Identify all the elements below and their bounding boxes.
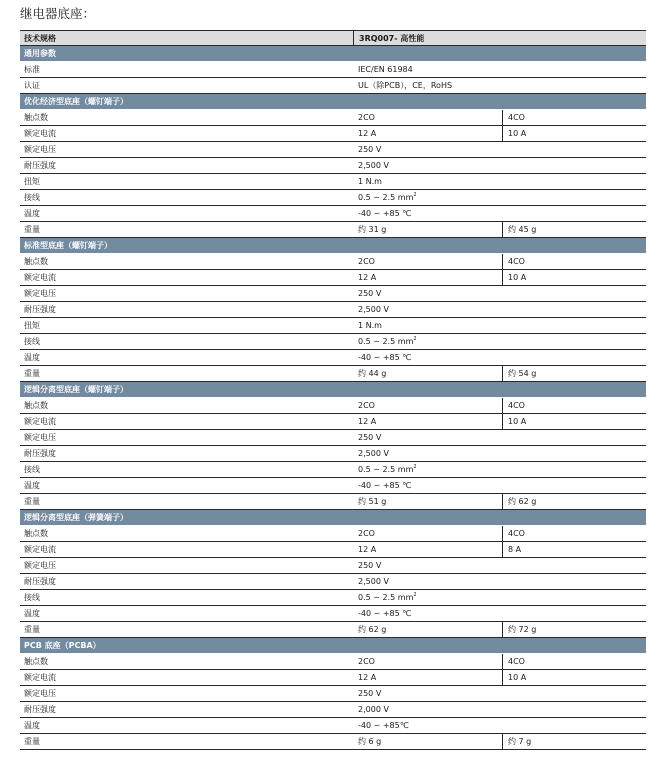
row-value-4co: 4CO	[508, 657, 525, 666]
section-header	[20, 638, 646, 654]
value-text: 0.5 ~ 2.5 mm	[358, 465, 414, 474]
table-row	[20, 142, 646, 158]
table-row	[20, 430, 646, 446]
value-text: 2,500 V	[358, 161, 389, 170]
value-text: 0.5 ~ 2.5 mm	[358, 593, 414, 602]
row-label: 重量	[24, 369, 40, 378]
row-value-2co: 2CO	[353, 526, 503, 541]
table-row	[20, 494, 646, 510]
value-text: 1 N.m	[358, 321, 382, 330]
row-label: 触点数	[24, 657, 48, 666]
row-value-4co: 约 62 g	[508, 497, 537, 506]
row-label: 扭矩	[24, 177, 40, 186]
row-label: 耐压强度	[24, 705, 56, 714]
row-label: 额定电压	[24, 561, 56, 570]
table-row	[20, 686, 646, 702]
row-label: 重量	[24, 625, 40, 634]
section-header	[20, 382, 646, 398]
section-title: 优化经济型底座（螺钉端子）	[24, 97, 128, 106]
value-text: 250 V	[358, 433, 382, 442]
row-label: 额定电压	[24, 289, 56, 298]
row-label: 接线	[24, 465, 40, 474]
row-label: 额定电流	[24, 417, 56, 426]
table-row	[20, 446, 646, 462]
value-text: -40 ~ +85 ℃	[358, 353, 412, 362]
row-label: 温度	[24, 609, 40, 618]
row-value	[353, 318, 646, 333]
table-row	[20, 718, 646, 734]
section-title: PCB 底座（PCBA）	[24, 641, 101, 650]
row-value-2co: 12 A	[353, 542, 503, 557]
table-row	[20, 654, 646, 670]
spec-table	[20, 30, 646, 750]
value-text: 250 V	[358, 145, 382, 154]
table-row	[20, 222, 646, 238]
table-row	[20, 478, 646, 494]
row-value-4co: 约 54 g	[508, 369, 537, 378]
table-row	[20, 574, 646, 590]
value-text: 0.5 ~ 2.5 mm	[358, 193, 414, 202]
row-label: 温度	[24, 721, 40, 730]
row-value-2co: 2CO	[353, 110, 503, 125]
value-text: -40 ~ +85 ℃	[358, 209, 412, 218]
row-value-2co: 约 31 g	[353, 222, 503, 237]
value-text: 250 V	[358, 289, 382, 298]
row-value	[353, 574, 646, 589]
row-value	[353, 350, 646, 365]
row-label: 触点数	[24, 257, 48, 266]
page-title: 继电器底座：	[20, 6, 96, 21]
header-value: 3RQ007- 高性能	[353, 31, 646, 45]
row-value: UL（除PCB），CE，RoHS	[358, 81, 453, 90]
value-text: 2,500 V	[358, 449, 389, 458]
table-header-row	[20, 30, 646, 46]
row-label: 重量	[24, 497, 40, 506]
table-row	[20, 606, 646, 622]
table-row	[20, 670, 646, 686]
table-row	[20, 334, 646, 350]
row-value-4co: 4CO	[508, 113, 525, 122]
row-label: 接线	[24, 337, 40, 346]
value-text: -40 ~ +85 ℃	[358, 609, 412, 618]
table-row	[20, 398, 646, 414]
row-value	[353, 174, 646, 189]
row-label: 额定电流	[24, 545, 56, 554]
row-value	[353, 446, 646, 461]
table-row	[20, 302, 646, 318]
table-row	[20, 702, 646, 718]
section-title: 逻辑分离型底座（弹簧端子）	[24, 513, 128, 522]
row-label: 接线	[24, 593, 40, 602]
table-row	[20, 734, 646, 750]
row-label: 耐压强度	[24, 449, 56, 458]
row-label: 触点数	[24, 401, 48, 410]
row-value	[353, 478, 646, 493]
row-value-2co: 2CO	[353, 254, 503, 269]
section-header	[20, 94, 646, 110]
table-row	[20, 110, 646, 126]
row-value	[353, 158, 646, 173]
section-title: 通用参数	[24, 49, 56, 58]
row-value-4co: 4CO	[508, 257, 525, 266]
row-value-4co: 10 A	[508, 129, 527, 138]
table-row	[20, 286, 646, 302]
table-row	[20, 622, 646, 638]
value-text: 1 N.m	[358, 177, 382, 186]
row-value-2co: 约 6 g	[353, 734, 503, 749]
table-row	[20, 174, 646, 190]
table-row	[20, 590, 646, 606]
value-text: 250 V	[358, 689, 382, 698]
table-row	[20, 62, 646, 78]
row-value-4co: 10 A	[508, 673, 527, 682]
value-superscript: 2	[413, 464, 417, 470]
row-value-4co: 4CO	[508, 529, 525, 538]
row-label: 扭矩	[24, 321, 40, 330]
row-label: 温度	[24, 353, 40, 362]
value-text: -40 ~ +85 ℃	[358, 481, 412, 490]
value-superscript: 2	[413, 592, 417, 598]
row-value-2co: 2CO	[353, 654, 503, 669]
row-value	[353, 286, 646, 301]
section-title: 标准型底座（螺钉端子）	[24, 241, 112, 250]
table-row	[20, 78, 646, 94]
row-label: 额定电压	[24, 689, 56, 698]
value-superscript: 2	[413, 192, 417, 198]
row-label: 耐压强度	[24, 577, 56, 586]
section-header	[20, 510, 646, 526]
row-value	[353, 558, 646, 573]
row-value	[353, 190, 646, 205]
row-value	[353, 686, 646, 701]
row-value	[353, 718, 646, 733]
row-label: 额定电压	[24, 433, 56, 442]
row-value-2co: 约 44 g	[353, 366, 503, 381]
row-value-2co: 12 A	[353, 414, 503, 429]
row-value	[353, 334, 646, 349]
row-value-2co: 约 62 g	[353, 622, 503, 637]
table-row	[20, 526, 646, 542]
row-value-2co: 12 A	[353, 270, 503, 285]
section-header	[20, 238, 646, 254]
row-label: 耐压强度	[24, 305, 56, 314]
table-row	[20, 542, 646, 558]
row-value-2co: 12 A	[353, 126, 503, 141]
value-text: 2,000 V	[358, 705, 389, 714]
row-value	[353, 702, 646, 717]
row-label: 重量	[24, 737, 40, 746]
row-value-2co: 约 51 g	[353, 494, 503, 509]
table-row	[20, 366, 646, 382]
row-value	[353, 606, 646, 621]
table-row	[20, 462, 646, 478]
row-label: 额定电压	[24, 145, 56, 154]
table-row	[20, 270, 646, 286]
row-label: 触点数	[24, 529, 48, 538]
table-row	[20, 350, 646, 366]
table-row	[20, 414, 646, 430]
table-row	[20, 206, 646, 222]
row-value	[353, 462, 646, 477]
row-value	[353, 430, 646, 445]
row-label: 接线	[24, 193, 40, 202]
row-value-4co: 10 A	[508, 273, 527, 282]
row-label: 标准	[24, 65, 40, 74]
row-value	[353, 206, 646, 221]
row-value: IEC/EN 61984	[358, 65, 413, 74]
table-row	[20, 126, 646, 142]
row-value	[353, 142, 646, 157]
table-row	[20, 158, 646, 174]
header-label: 技术规格	[24, 34, 56, 43]
row-value-4co: 约 7 g	[508, 737, 532, 746]
section-header-general	[20, 46, 646, 62]
row-label: 额定电流	[24, 129, 56, 138]
row-label: 认证	[24, 81, 40, 90]
value-text: 2,500 V	[358, 577, 389, 586]
row-value-4co: 8 A	[508, 545, 522, 554]
row-value	[353, 590, 646, 605]
row-value-4co: 10 A	[508, 417, 527, 426]
value-text: 2,500 V	[358, 305, 389, 314]
row-value-4co: 约 45 g	[508, 225, 537, 234]
row-label: 触点数	[24, 113, 48, 122]
row-label: 温度	[24, 481, 40, 490]
section-title: 逻辑分离型底座（螺钉端子）	[24, 385, 128, 394]
value-text: 250 V	[358, 561, 382, 570]
row-label: 额定电流	[24, 273, 56, 282]
table-row	[20, 318, 646, 334]
table-row	[20, 558, 646, 574]
value-superscript: 2	[413, 336, 417, 342]
row-value-2co: 12 A	[353, 670, 503, 685]
row-value-4co: 4CO	[508, 401, 525, 410]
value-text: 0.5 ~ 2.5 mm	[358, 337, 414, 346]
row-label: 温度	[24, 209, 40, 218]
row-label: 额定电流	[24, 673, 56, 682]
row-label: 耐压强度	[24, 161, 56, 170]
table-row	[20, 254, 646, 270]
row-value-4co: 约 72 g	[508, 625, 537, 634]
row-value-2co: 2CO	[353, 398, 503, 413]
table-row	[20, 190, 646, 206]
value-text: -40 ~ +85℃	[358, 721, 409, 730]
row-label: 重量	[24, 225, 40, 234]
row-value	[353, 302, 646, 317]
